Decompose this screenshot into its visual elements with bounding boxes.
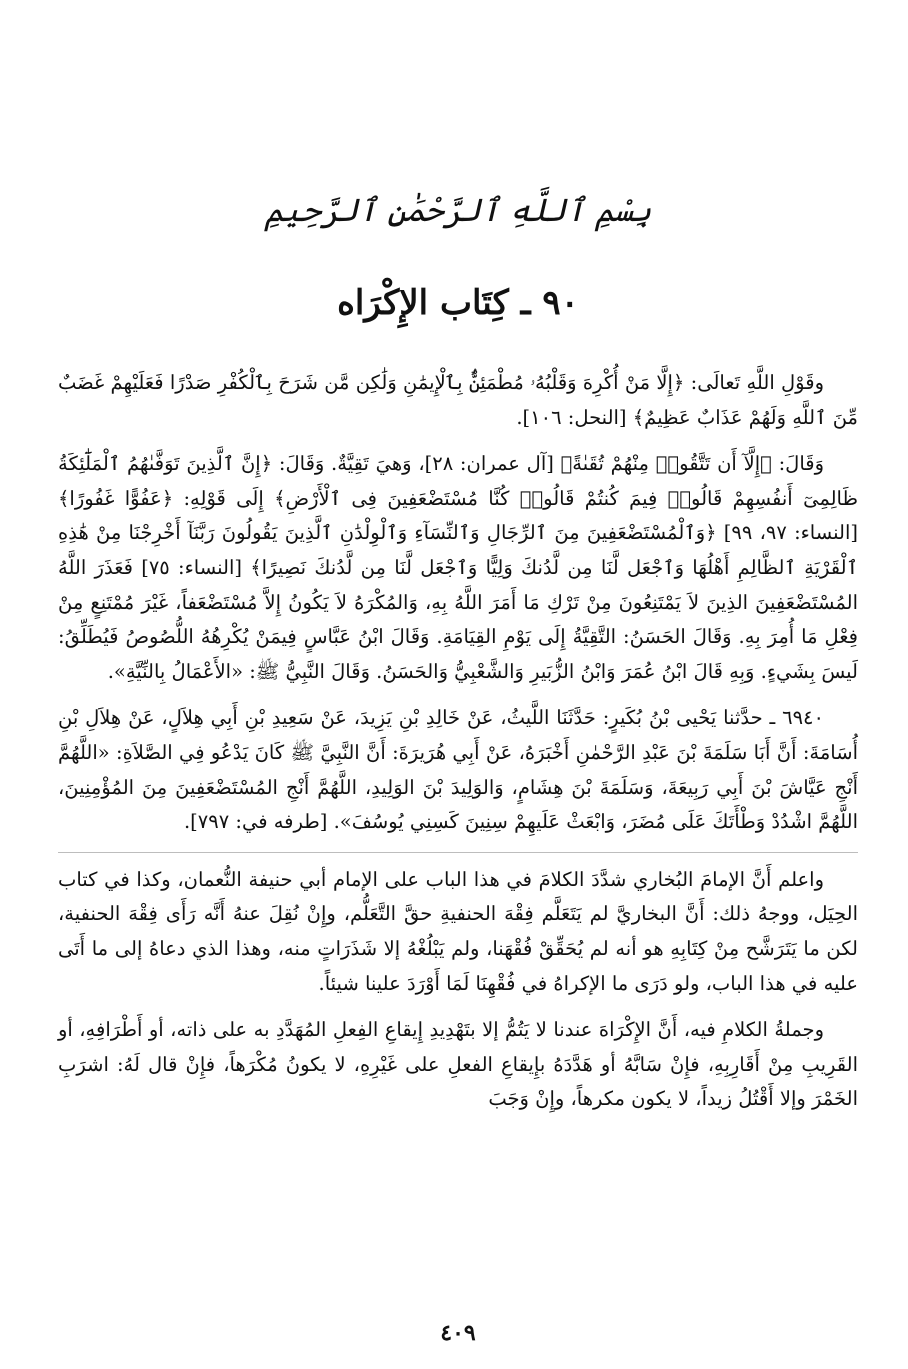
paragraph-quran-verse: وقَوْلِ اللَّهِ تَعالَى: ﴿إِلَّا مَنْ أُكْرِهَ وَقَلْبُهُۥ مُطْمَئِنٌّۢ بِٱلْإِيمَٰنِ وَلَٰكِن مَّن شَرَحَ بِٱلْكُفْرِ صَدْرًا فَعَلَيْهِمْ غَضَبٌ مِّنَ ٱللَّهِ وَلَهُمْ عَذَابٌ عَظِيمٌ﴾ [النحل: ١٠٦]. — [58, 371, 858, 429]
divider — [58, 852, 858, 853]
body-text — [58, 366, 858, 1129]
paragraph-hadith-6940: ٦٩٤٠ ـ حدَّثنا يَحْيى بْنُ بُكَيرٍ: حَدَّثَنَا اللَّيثُ، عَنْ خَالِدِ بْنِ يَزِيدَ، عَنْ سَعِيدِ بْنِ أَبِي هِلاَلٍ، عَنْ هِلاَلِ بْنِ أُسَامَةَ: أَنَّ أَبَا سَلَمَةَ بْنَ عَبْدِ الرَّحْمٰنِ أَخْبَرَهُ، عَنْ أَبِي هُرَيرَةَ: أَنَّ النَّبِيَّ ﷺ كَانَ يَدْعُو فِي الصَّلاَةِ: «اللَّهُمَّ أَنْجِ عَيَّاشَ بْنَ أَبِي رَبِيعَةَ، وَسَلَمَةَ بْنَ هِشَامٍ، وَالوَلِيدَ بْنَ الوَلِيدِ، اللَّهُمَّ أَنْجِ المُسْتَضْعَفِينَ مِنَ المُؤْمِنِينَ، اللَّهُمَّ اشْدُدْ وَطْأَتَكَ عَلَى مُضَرَ، وَابْعَثْ عَلَيهِمْ سِنِينَ كَسِنِي يُوسُفَ». [طرفه في: ٧٩٧]. — [58, 706, 858, 834]
paragraph-commentary-1: واعلم أَنَّ الإمامَ البُخاري شدَّدَ الكلامَ في هذا الباب على الإمام أبي حنيفة النُّعمان، وكذا في كتاب الحِيَل، ووجهُ ذلك: أَنَّ البخاريَّ لم يَتَعَلَّم فِقْهَ الحنفيةِ حقَّ التَّعَلُّم، وإِنْ نُقِلَ عنهُ أَنَّه رَأَى فِقْهَ الحنفية، لكن ما يَتَرَشَّح مِنْ كِتَابِهِ هو أنه لم يُحَقِّقْ فُقْهَنا، ولم يَبْلُغْهُ إلا شَذَرَاتٍ منه، وهذا الذي دعاهُ إلى ما أَتَى عليه في هذا الباب، ولو دَرَى ما الإكراهُ في فُقْهِنَا لَمَا أَوْرَدَ علينا شيئاً. — [58, 867, 858, 995]
paragraph-commentary-2: وجملةُ الكلامِ فيه، أَنَّ الإِكْرَاهَ عندنا لا يَتُمُّ إلا بتَهْدِيدِ إِيقاعِ الفِعلِ المُهَدَّدِ به على ذاته، أو أَطْرَافِهِ، أو القَرِيبِ مِنْ أَقَارِبِهِ، فإِنْ سَابَّهُ أو هَدَّدَهُ بإِيقاعِ الفعلِ على غَيْرِهِ، لا يكونُ مُكْرَهاً، فإِنْ قال لَهُ: اشرَبِ الخَمْرَ وإلا أَقْتُلُ زيداً، لا يكون مكرهاً، وإِنْ وَجَبَ — [58, 1018, 858, 1111]
book-page — [58, 0, 858, 1369]
basmala-heading: بِسْمِ ٱللَّهِ ٱلرَّحْمَٰنِ ٱلرَّحِيمِ — [264, 191, 652, 229]
page-number: ٤٠٩ — [440, 1320, 476, 1346]
paragraph-chapter-intro: وَقَالَ: ﴿إِلَّآ أَن تَتَّقُوا۟ مِنْهُمْ تُقَىٰةً﴾ [آل عمران: ٢٨]، وَهيَ تَقِيَّةٌ. وَقَالَ: ﴿إِنَّ ٱلَّذِينَ تَوَفَّىٰهُمُ ٱلْمَلَٰٓئِكَةُ ظَالِمِىٓ أَنفُسِهِمْ قَالُوا۟ فِيمَ كُنتُمْ قَالُوا۟ كُنَّا مُسْتَضْعَفِينَ فِى ٱلْأَرْضِ﴾ إِلَى قَوْلِهِ: ﴿عَفُوًّا غَفُورًا﴾ [النساء: ٩٧، ٩٩] ﴿وَٱلْمُسْتَضْعَفِينَ مِنَ ٱلرِّجَالِ وَٱلنِّسَآءِ وَٱلْوِلْدَٰنِ ٱلَّذِينَ يَقُولُونَ رَبَّنَآ أَخْرِجْنَا مِنْ هَٰذِهِ ٱلْقَرْيَةِ ٱلظَّالِمِ أَهْلُهَا وَٱجْعَل لَّنَا مِن لَّدُنكَ وَلِيًّا وَٱجْعَل لَّنَا مِن لَّدُنكَ نَصِيرًا﴾ [النساء: ٧٥] فَعَذَرَ اللَّهُ المُسْتَضْعَفِينَ الذِينَ لاَ يَمْتَنِعُونَ مِنْ تَرْكِ مَا أَمَرَ اللَّهُ بِهِ، وَالمُكْرَهُ لاَ يَكُونُ إِلاَّ مُسْتَضْعَفاً، غَيْرَ مُمْتَنِعٍ مِنْ فِعْلِ مَا أُمِرَ بِهِ. وَقَالَ الحَسَنُ: التَّقِيَّةُ إِلَى يَوْمِ القِيَامَةِ. وَقَالَ ابْنُ عَبَّاسٍ فِيمَنْ يُكْرِهُهُ اللُّصُوصُ فَيُطَلِّقُ: لَيسَ بِشَيءٍ. وَبِهِ قَالَ ابْنُ عُمَرَ وَابْنُ الزُّبَيرِ وَالشَّعْبِيُّ وَالحَسَنُ. وَقَالَ النَّبِيُّ ﷺ: «الأَعْمَالُ بِالنِّيَّةِ». — [58, 452, 859, 683]
chapter-title: ٩٠ ـ كِتَاب الإِكْرَاه — [337, 283, 579, 323]
